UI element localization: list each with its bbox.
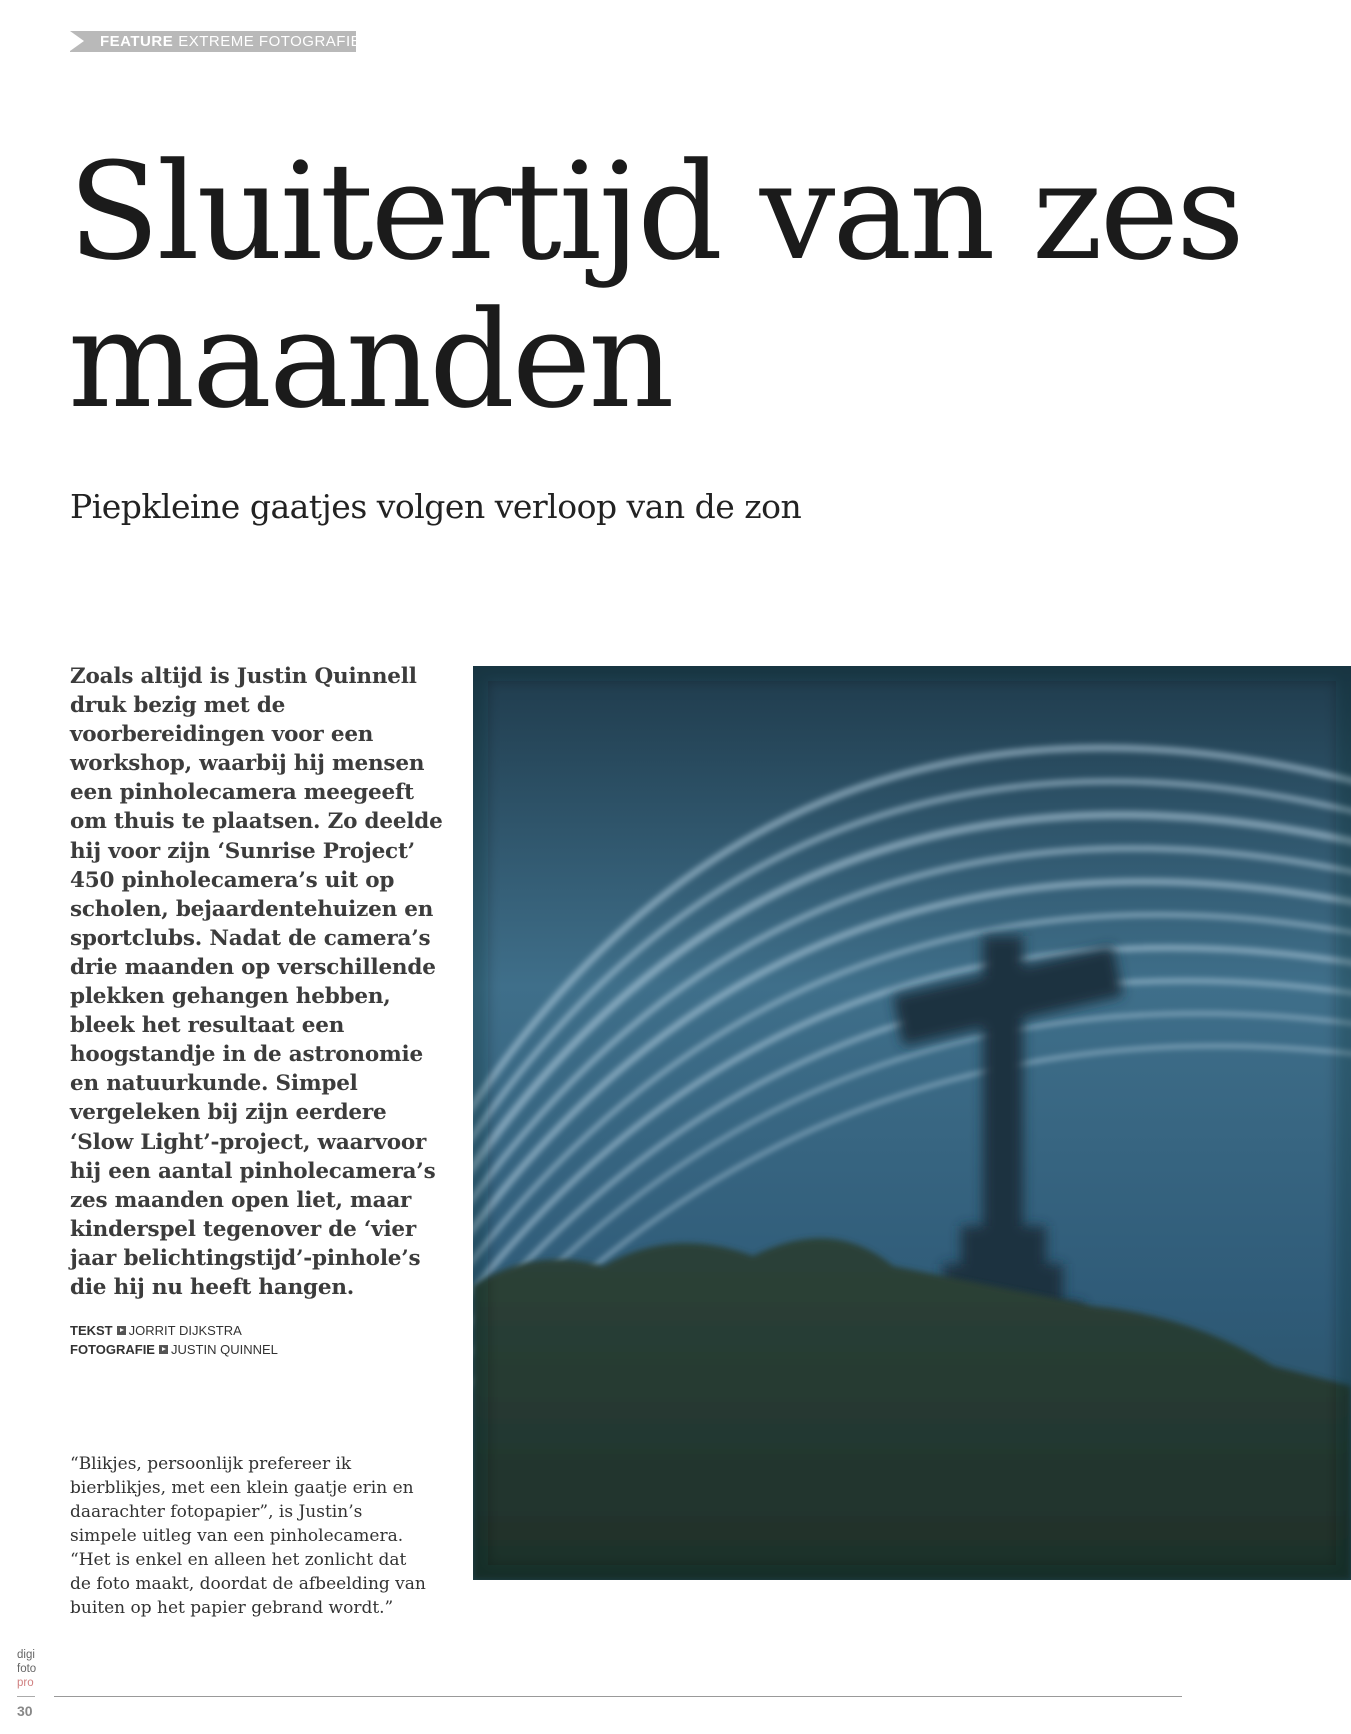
- credit-photo: [70, 1340, 448, 1359]
- page-number: 30: [17, 1703, 33, 1719]
- credit-text-label: TEKST: [70, 1323, 113, 1338]
- credit-photo-value: JUSTIN QUINNEL: [170, 1342, 278, 1357]
- section-label: EXTREME FOTOGRAFIE: [178, 33, 362, 50]
- credit-text-value: JORRIT DIJKSTRA: [128, 1323, 242, 1338]
- article-subtitle: Piepkleine gaatjes volgen verloop van de zon: [70, 487, 802, 526]
- pull-quote: “Blikjes, persoonlijk prefereer ik bierblikjes, met een klein gaatje erin en daarachter fotopapier”, is Justin’s simpele uitleg van een pinholecamera. “Het is enkel en alleen het zonlicht dat de foto maakt, doordat de afbeelding van buiten op het papier gebrand wordt.”: [70, 1454, 426, 1618]
- brand-logo: [17, 1648, 47, 1690]
- brand-line-2: foto: [17, 1663, 37, 1675]
- pinhole-photo-graphic: [473, 666, 1351, 1580]
- credit-text: [70, 1321, 448, 1340]
- section-kicker: FEATURE: [100, 33, 174, 50]
- section-tag: [70, 31, 362, 52]
- article-title: Sluitertijd van zes maanden: [68, 134, 1242, 438]
- section-chevron-icon: [70, 31, 84, 51]
- brand-line-1: digi: [17, 1649, 35, 1661]
- arrow-icon: [159, 1345, 168, 1354]
- brand-line-3: pro: [17, 1677, 34, 1689]
- arrow-icon: [117, 1326, 126, 1335]
- article-lead: Zoals altijd is Justin Quinnell druk bezig met de voorbereidingen voor een workshop, waarbij hij mensen een pinholecamera meegeeft om thuis te plaatsen. Zo deelde hij voor zijn ‘Sunrise Project’ 450 pinholecamera’s uit op scholen, bejaardentehuizen en sportclubs. Nadat de camera’s drie maanden op verschillende plekken gehangen hebben, bleek het resultaat een hoogstandje in de astronomie en natuurkunde. Simpel vergeleken bij zijn eerdere ‘Slow Light’-project, waarvoor hij een aantal pinholecamera’s zes maanden open liet, maar kinderspel tegenover de ‘vier jaar belichtingstijd’-pinhole’s die hij nu heeft hangen.: [70, 664, 443, 1300]
- brand-divider: [17, 1696, 35, 1697]
- footer-rule: [54, 1696, 1182, 1697]
- pinhole-photo: [473, 666, 1351, 1580]
- credit-photo-label: FOTOGRAFIE: [70, 1342, 155, 1357]
- credits: [70, 1321, 448, 1359]
